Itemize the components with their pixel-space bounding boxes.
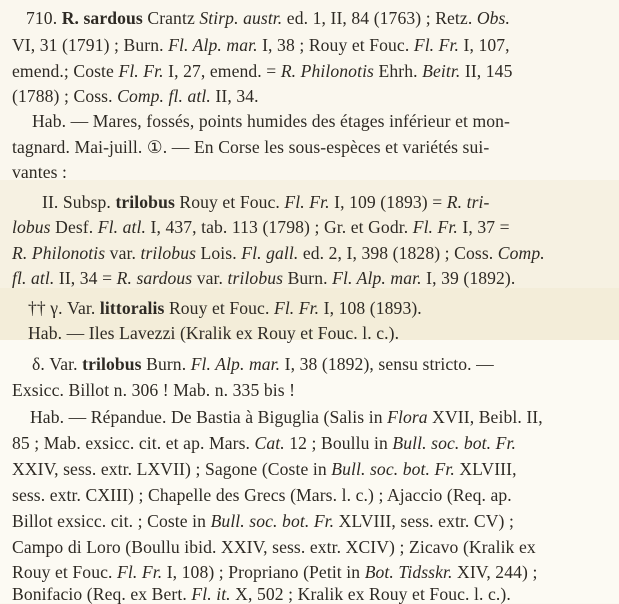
entry-habitat-line-1: Hab. — Mares, fossés, points humides des étages inférieur et mon- xyxy=(32,111,510,131)
entry-line-3: emend.; Coste Fl. Fr. I, 27, emend. = R. Philonotis Ehrh. Beitr. II, 145 xyxy=(12,61,513,81)
trilobus-exsicc: Exsicc. Billot n. 306 ! Mab. n. 335 bis ! xyxy=(12,380,296,400)
subspecies-line-1: II. Subsp. trilobus Rouy et Fouc. Fl. Fr. I, 109 (1893) = R. tri- xyxy=(42,192,490,212)
trilobus-habitat-line-7: Rouy et Fouc. Fl. Fr. I, 108) ; Propriano (Petit in Bot. Tidsskr. XIV, 244) ; xyxy=(12,562,538,582)
trilobus-habitat-line-2: 85 ; Mab. exsicc. cit. et ap. Mars. Cat. 12 ; Boullu in Bull. soc. bot. Fr. xyxy=(12,433,516,453)
littoralis-line-1: †† γ. Var. littoralis Rouy et Fouc. Fl. Fr. I, 108 (1893). xyxy=(28,298,422,318)
trilobus-habitat-line-8: Bonifacio (Req. ex Bert. Fl. it. X, 502 ; Kralik ex Rouy et Fouc. l. c.). xyxy=(12,584,511,604)
trilobus-habitat-line-6: Campo di Loro (Boullu ibid. XXIV, sess. extr. XCIV) ; Zicavo (Kralik ex xyxy=(12,537,536,557)
trilobus-habitat-line-1: Hab. — Répandue. De Bastia à Biguglia (Salis in Flora XVII, Beibl. II, xyxy=(30,407,543,427)
subspecies-line-3: R. Philonotis var. trilobus Lois. Fl. gall. ed. 2, I, 398 (1828) ; Coss. Comp. xyxy=(12,243,545,263)
littoralis-habitat: Hab. — Iles Lavezzi (Kralik ex Rouy et Fouc. l. c.). xyxy=(28,323,400,343)
subspecies-line-4: fl. atl. II, 34 = R. sardous var. trilobus Burn. Fl. Alp. mar. I, 39 (1892). xyxy=(12,268,516,288)
trilobus-line-1: δ. Var. trilobus Burn. Fl. Alp. mar. I, 38 (1892), sensu stricto. — xyxy=(32,354,494,374)
entry-habitat-line-3: vantes : xyxy=(12,162,68,182)
entry-line-1: 710. R. sardous Crantz Stirp. austr. ed. 1, II, 84 (1763) ; Retz. Obs. xyxy=(26,8,510,28)
entry-habitat-line-2: tagnard. Mai-juill. ①. — En Corse les sous-espèces et variétés sui- xyxy=(12,137,490,157)
trilobus-habitat-line-3: XXIV, sess. extr. LXVII) ; Sagone (Coste in Bull. soc. bot. Fr. XLVIII, xyxy=(12,459,517,479)
trilobus-habitat-line-5: Billot exsicc. cit. ; Coste in Bull. soc. bot. Fr. XLVIII, sess. extr. CV) ; xyxy=(12,511,514,531)
trilobus-habitat-line-4: sess. extr. CXIII) ; Chapelle des Grecs (Mars. l. c.) ; Ajaccio (Req. ap. xyxy=(12,485,512,505)
subspecies-line-2: lobus Desf. Fl. atl. I, 437, tab. 113 (1798) ; Gr. et Godr. Fl. Fr. I, 37 = xyxy=(12,217,510,237)
entry-line-4: (1788) ; Coss. Comp. fl. atl. II, 34. xyxy=(12,86,259,106)
entry-line-2: VI, 31 (1791) ; Burn. Fl. Alp. mar. I, 38 ; Rouy et Fouc. Fl. Fr. I, 107, xyxy=(12,35,510,55)
